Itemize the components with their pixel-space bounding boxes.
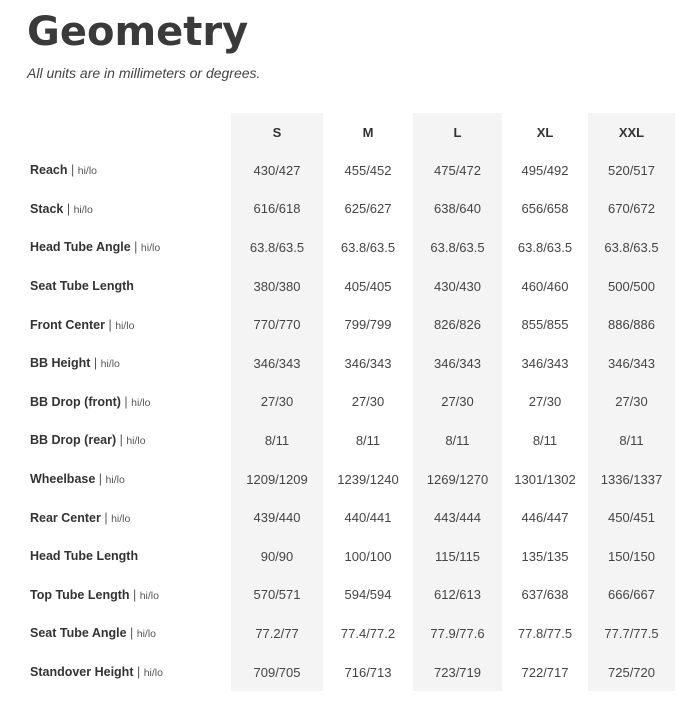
hi-lo-suffix: hi/lo (126, 435, 146, 448)
size-header-s: S (231, 113, 323, 151)
label-separator: | (130, 240, 141, 255)
label-separator: | (116, 433, 127, 448)
value-cell-l: 723/719 (413, 653, 502, 692)
value-cell-xxl: 670/672 (588, 190, 675, 229)
measurement-name: Head Tube Angle (30, 240, 131, 255)
table-row (20, 421, 675, 460)
value-cell-xl: 77.8/77.5 (517, 625, 573, 641)
value-cell-l: 475/472 (413, 151, 502, 190)
label-separator: | (133, 665, 144, 680)
size-header-xl: XL (536, 124, 554, 140)
value-cell-s: 63.8/63.5 (231, 228, 323, 267)
row-label (20, 537, 231, 576)
value-cell-m: 594/594 (344, 587, 392, 603)
value-cell-m: 405/405 (344, 278, 392, 294)
value-cell-xl: 446/447 (521, 510, 569, 526)
page-title: Geometry (27, 9, 249, 55)
value-cell-l: 443/444 (413, 498, 502, 537)
measurement-name: BB Height (30, 356, 91, 371)
value-cell-m: 63.8/63.5 (340, 239, 396, 255)
value-cell-xxl: 1336/1337 (588, 460, 675, 499)
hi-lo-suffix: hi/lo (105, 474, 125, 487)
value-cell-l: 77.9/77.6 (413, 614, 502, 653)
hi-lo-suffix: hi/lo (136, 628, 157, 641)
value-cell-l: 1269/1270 (413, 460, 502, 499)
value-cell-xl: 460/460 (521, 278, 569, 294)
table-row (20, 460, 675, 499)
measurement-name: Reach (30, 163, 68, 178)
measurement-name: Seat Tube Angle (30, 626, 127, 641)
table-row (20, 344, 675, 383)
hi-lo-suffix: hi/lo (77, 165, 97, 178)
label-separator: | (90, 356, 101, 371)
measurement-name: Rear Center (30, 510, 101, 525)
value-cell-l: 826/826 (413, 305, 502, 344)
value-cell-xxl: 666/667 (588, 576, 675, 615)
label-separator: | (120, 394, 132, 409)
value-cell-l: 346/343 (413, 344, 502, 383)
size-header-row (20, 113, 675, 151)
value-cell-xl: 855/855 (521, 317, 569, 333)
label-separator: | (67, 163, 78, 178)
size-header-m: M (362, 124, 374, 140)
label-separator: | (105, 317, 116, 332)
value-cell-m: 100/100 (344, 548, 392, 564)
label-separator: | (100, 510, 112, 525)
table-row (20, 190, 675, 229)
value-cell-xxl: 150/150 (588, 537, 675, 576)
value-cell-xl: 135/135 (521, 548, 569, 564)
value-cell-s: 439/440 (231, 498, 323, 537)
row-label (20, 228, 231, 267)
measurement-name: Top Tube Length (30, 587, 130, 602)
value-cell-m: 799/799 (344, 317, 392, 333)
hi-lo-suffix: hi/lo (143, 667, 163, 680)
value-cell-xxl: 886/886 (588, 305, 675, 344)
value-cell-s: 90/90 (231, 537, 323, 576)
value-cell-s: 616/618 (231, 190, 323, 229)
row-label (20, 460, 231, 499)
value-cell-xxl: 500/500 (588, 267, 675, 306)
value-cell-l: 63.8/63.5 (413, 228, 502, 267)
measurement-name: Head Tube Length (30, 549, 139, 564)
value-cell-xl: 8/11 (532, 432, 558, 448)
value-cell-xl: 27/30 (528, 394, 562, 410)
measurement-name: Standover Height (30, 665, 134, 680)
value-cell-xl: 656/658 (521, 201, 569, 217)
value-cell-xxl: 8/11 (588, 421, 675, 460)
geometry-table (20, 113, 675, 691)
hi-lo-suffix: hi/lo (140, 242, 161, 255)
value-cell-xl: 637/638 (521, 587, 569, 603)
value-cell-s: 346/343 (231, 344, 323, 383)
value-cell-s: 1209/1209 (231, 460, 323, 499)
row-label (20, 614, 231, 653)
header-spacer (20, 113, 231, 151)
hi-lo-suffix: hi/lo (100, 358, 120, 371)
value-cell-m: 27/30 (351, 394, 385, 410)
value-cell-s: 570/571 (231, 576, 323, 615)
size-header-l: L (413, 113, 502, 151)
value-cell-s: 8/11 (231, 421, 323, 460)
value-cell-xl: 1301/1302 (514, 471, 576, 487)
value-cell-m: 455/452 (344, 162, 392, 178)
value-cell-m: 77.4/77.2 (340, 625, 396, 641)
row-label (20, 267, 231, 306)
value-cell-xl: 722/717 (521, 664, 569, 680)
value-cell-xxl: 63.8/63.5 (588, 228, 675, 267)
row-label (20, 576, 231, 615)
measurement-name: Stack (30, 201, 64, 216)
label-separator: | (95, 472, 106, 487)
value-cell-m: 1239/1240 (337, 471, 399, 487)
measurement-name: Wheelbase (30, 472, 96, 487)
table-row (20, 498, 675, 537)
table-row (20, 267, 675, 306)
value-cell-xl: 495/492 (521, 162, 569, 178)
row-label (20, 653, 231, 692)
value-cell-xl: 346/343 (521, 355, 569, 371)
value-cell-m: 716/713 (344, 664, 392, 680)
table-row (20, 537, 675, 576)
label-separator: | (63, 201, 74, 216)
table-row (20, 653, 675, 692)
value-cell-m: 346/343 (344, 355, 392, 371)
value-cell-l: 612/613 (413, 576, 502, 615)
row-label (20, 498, 231, 537)
value-cell-xxl: 346/343 (588, 344, 675, 383)
measurement-name: Front Center (30, 317, 105, 332)
table-row (20, 383, 675, 422)
value-cell-xxl: 520/517 (588, 151, 675, 190)
measurement-name: Seat Tube Length (30, 279, 134, 294)
value-cell-s: 27/30 (231, 383, 323, 422)
geometry-rows (20, 151, 675, 691)
measurement-name: BB Drop (front) (30, 394, 121, 409)
value-cell-l: 27/30 (413, 383, 502, 422)
row-label (20, 190, 231, 229)
value-cell-l: 115/115 (413, 537, 502, 576)
value-cell-s: 709/705 (231, 653, 323, 692)
row-label (20, 151, 231, 190)
value-cell-l: 430/430 (413, 267, 502, 306)
table-row (20, 305, 675, 344)
hi-lo-suffix: hi/lo (111, 512, 131, 525)
value-cell-s: 430/427 (231, 151, 323, 190)
measurement-name: BB Drop (rear) (30, 433, 117, 448)
units-note: All units are in millimeters or degrees. (27, 65, 261, 81)
value-cell-xxl: 77.7/77.5 (588, 614, 675, 653)
label-separator: | (129, 587, 140, 602)
row-label (20, 344, 231, 383)
value-cell-xxl: 27/30 (588, 383, 675, 422)
hi-lo-suffix: hi/lo (131, 396, 151, 409)
value-cell-l: 638/640 (413, 190, 502, 229)
hi-lo-suffix: hi/lo (73, 203, 93, 216)
row-label (20, 305, 231, 344)
value-cell-l: 8/11 (413, 421, 502, 460)
row-label (20, 421, 231, 460)
table-row (20, 228, 675, 267)
table-row (20, 151, 675, 190)
value-cell-xxl: 725/720 (588, 653, 675, 692)
hi-lo-suffix: hi/lo (139, 589, 159, 602)
table-row (20, 614, 675, 653)
row-label (20, 383, 231, 422)
label-separator: | (126, 626, 137, 641)
value-cell-m: 440/441 (344, 510, 392, 526)
hi-lo-suffix: hi/lo (115, 319, 135, 332)
value-cell-s: 77.2/77 (231, 614, 323, 653)
value-cell-xl: 63.8/63.5 (517, 239, 573, 255)
size-header-xxl: XXL (588, 113, 675, 151)
value-cell-s: 380/380 (231, 267, 323, 306)
value-cell-s: 770/770 (231, 305, 323, 344)
value-cell-xxl: 450/451 (588, 498, 675, 537)
value-cell-m: 625/627 (344, 201, 392, 217)
value-cell-m: 8/11 (355, 432, 381, 448)
table-row (20, 576, 675, 615)
